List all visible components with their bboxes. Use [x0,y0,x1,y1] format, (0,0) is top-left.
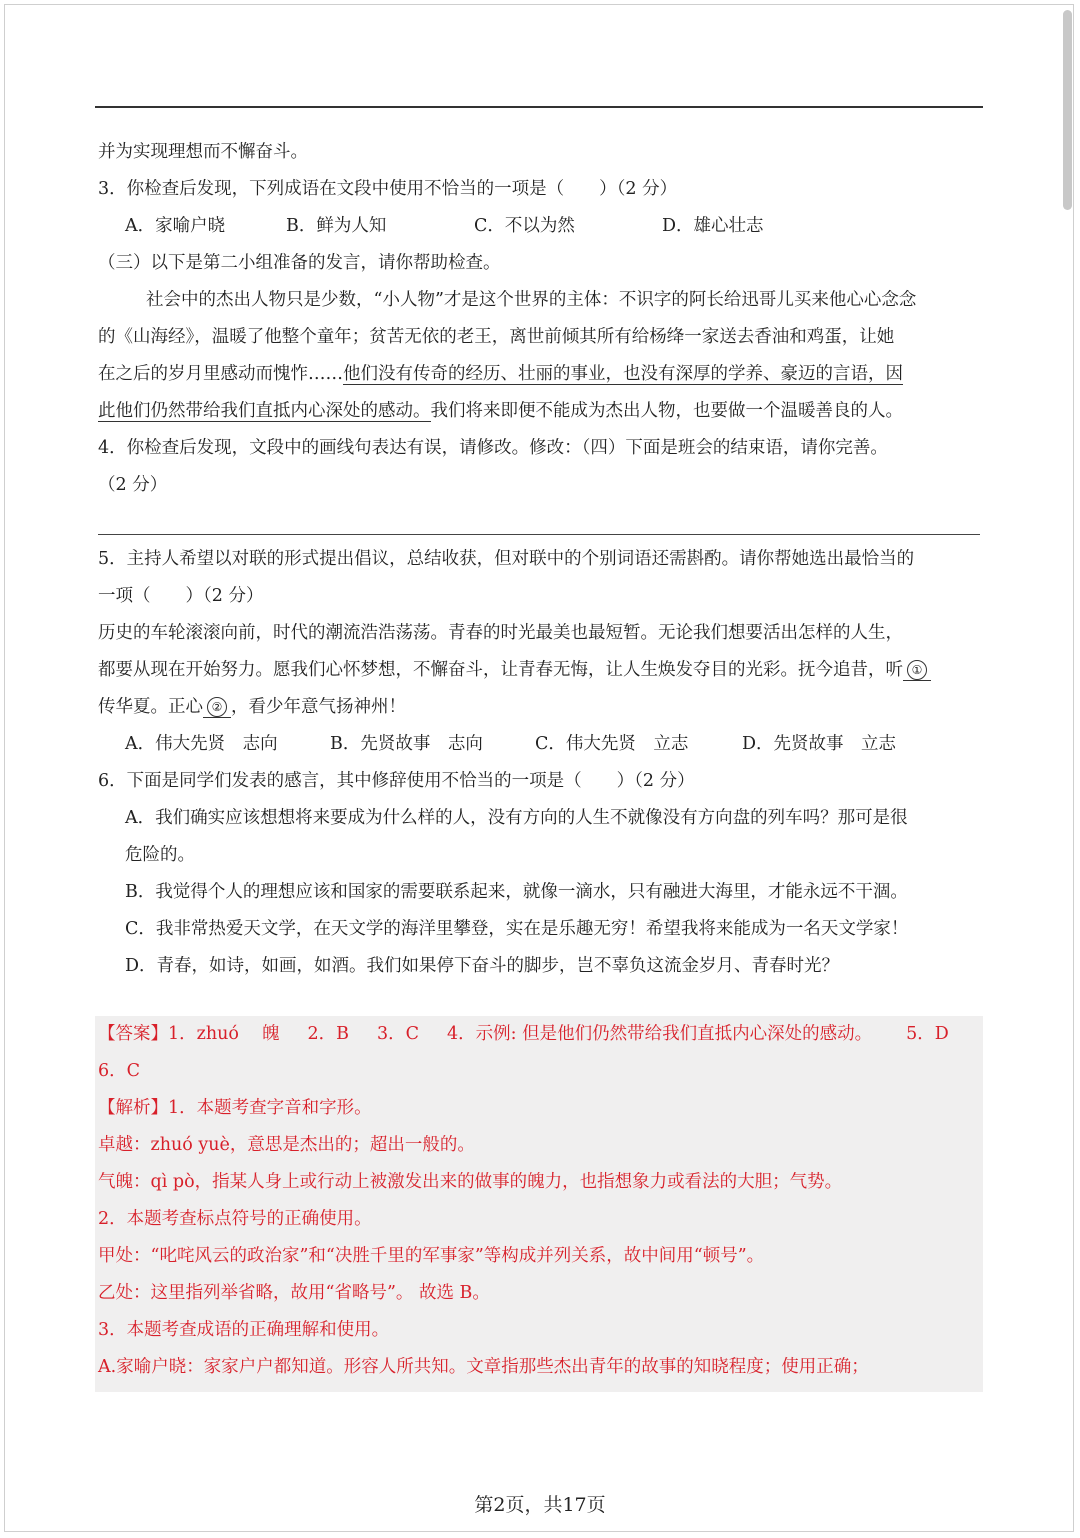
q4-line2: （2 分） [98,475,168,495]
q3-option-b: B．鲜为人知 [286,216,387,236]
q5-option-c: C．伟大先贤 立志 [535,734,689,754]
analysis-line3: 气魄：qì pò，指某人身上或行动上被激发出来的做事的魄力，也指想象力或看法的大胆；气势。 [98,1172,843,1192]
q5-option-a: A．伟大先贤 志向 [125,734,278,754]
page-number: 第2页，共17页 [474,1494,606,1516]
answer-section [98,1016,983,1386]
q3-option-a: A．家喻户晓 [125,216,226,236]
answer-5: 5．D [906,1024,949,1044]
intro-line: 并为实现理想而不懈奋斗。 [98,142,308,162]
q5-passage-line3-a: 传华夏。正心 [98,697,203,717]
q4-line1: 4．你检查后发现，文段中的画线句表达有误，请修改。修改：（四）下面是班会的结束语，请你完善。 [98,438,888,458]
answer-label: 【答案】 [98,1024,168,1044]
answer-2: 2．B [307,1024,349,1044]
answer-6: 6．C [98,1061,141,1081]
q5-passage-line3-b: ，看少年意气扬神州！ [231,697,406,717]
q5-line2: 一项（ ）（2 分） [98,586,264,606]
q5-passage-line1: 历史的车轮滚滚向前，时代的潮流浩浩荡荡。青春的时光最美也最短暂。无论我们想要活出怎样的人生， [98,623,903,643]
passage3-underlined-part2: 此他们仍然带给我们直抵内心深处的感动。 [98,401,431,421]
q6-option-a-line1: A．我们确实应该想想将来要成为什么样的人，没有方向的人生不就像没有方向盘的列车吗？那可是很 [125,808,908,828]
header-rule [95,106,983,108]
q6-stem: 6．下面是同学们发表的感言，其中修辞使用不恰当的一项是（ ）（2 分） [98,771,695,791]
answer-1: 1．zhuó 魄 [168,1024,280,1044]
q5-blank-2 [203,697,231,718]
answer-line [98,1016,983,1053]
q5-passage-line2-text: 都要从现在开始努力。愿我们心怀梦想，不懈奋斗，让青春无悔，让人生焕发夺目的光彩。抚今追昔，听 [98,660,903,680]
q5-option-b: B．先贤故事 志向 [330,734,483,754]
analysis-line7: 3．本题考查成语的正确理解和使用。 [98,1320,390,1340]
q6-option-a-line2: 危险的。 [125,845,195,865]
analysis-line2: 卓越：zhuó yuè，意思是杰出的；超出一般的。 [98,1135,475,1155]
answer-3: 3．C [377,1024,420,1044]
q6-option-c: C．我非常热爱天文学，在天文学的海洋里攀登，实在是乐趣无穷！希望我将来能成为一名天文学家！ [125,919,909,939]
q3-option-d: D．雄心壮志 [662,216,764,236]
q5-blank-1 [903,660,931,681]
q3-options [98,208,983,245]
circled-number-2: ② [207,697,227,717]
q5-line1: 5．主持人希望以对联的形式提出倡议，总结收获，但对联中的个别词语还需斟酌。请你帮她选出最恰当的 [98,549,915,569]
answer-write-line [98,534,980,535]
circled-number-1: ① [907,660,927,680]
q6-option-b: B．我觉得个人的理想应该和国家的需要联系起来，就像一滴水，只有融进大海里，才能永远不干涸。 [125,882,908,902]
passage3-line4 [98,393,983,430]
q3-stem: 3．你检查后发现，下列成语在文段中使用不恰当的一项是（ ）（2 分） [98,179,678,199]
analysis-line6: 乙处：这里指列举省略，故用“省略号”。 故选 B。 [98,1283,490,1303]
analysis-line4: 2．本题考查标点符号的正确使用。 [98,1209,372,1229]
analysis-text-1: 1．本题考查字音和字形。 [168,1098,372,1118]
passage3-line1: 社会中的杰出人物只是少数，“小人物”才是这个世界的主体：不识字的阿长给迅哥儿买来他心心念念 [146,290,917,310]
q6-option-d: D．青春，如诗，如画，如酒。我们如果停下奋斗的脚步，岂不辜负这流金岁月、青春时光？ [125,956,840,976]
question-content [98,134,983,985]
vertical-scrollbar[interactable] [1063,10,1072,210]
analysis-line5: 甲处：“叱咤风云的政治家”和“决胜千里的军事家”等构成并列关系，故中间用“顿号”。 [98,1246,765,1266]
answer-blank-space [98,504,983,526]
passage3-line3-plain: 在之后的岁月里感动而愧怍…… [98,364,343,384]
analysis-label: 【解析】 [98,1098,168,1118]
q5-passage-line3 [98,689,983,726]
q3-option-c: C．不以为然 [474,216,575,236]
passage3-line3 [98,356,983,393]
q5-options [98,726,983,763]
passage3-line4-plain: 我们将来即便不能成为杰出人物，也要做一个温暖善良的人。 [430,401,903,421]
passage3-line2: 的《山海经》，温暖了他整个童年；贫苦无依的老王，离世前倾其所有给杨绛一家送去香油和鸡蛋，让她 [98,327,895,347]
answer-4: 4．示例: 但是他们仍然带给我们直抵内心深处的感动。 [447,1024,873,1044]
analysis-line1 [98,1090,983,1127]
q5-passage-line2 [98,652,983,689]
q5-option-d: D．先贤故事 立志 [742,734,897,754]
passage3-underlined-part1: 他们没有传奇的经历、壮丽的事业，也没有深厚的学养、豪迈的言语，因 [343,364,903,384]
section3-title: （三）以下是第二小组准备的发言，请你帮助检查。 [98,253,501,273]
analysis-line8: A.家喻户晓：家家户户都知道。形容人所共知。文章指那些杰出青年的故事的知晓程度；使用正确； [98,1357,869,1377]
